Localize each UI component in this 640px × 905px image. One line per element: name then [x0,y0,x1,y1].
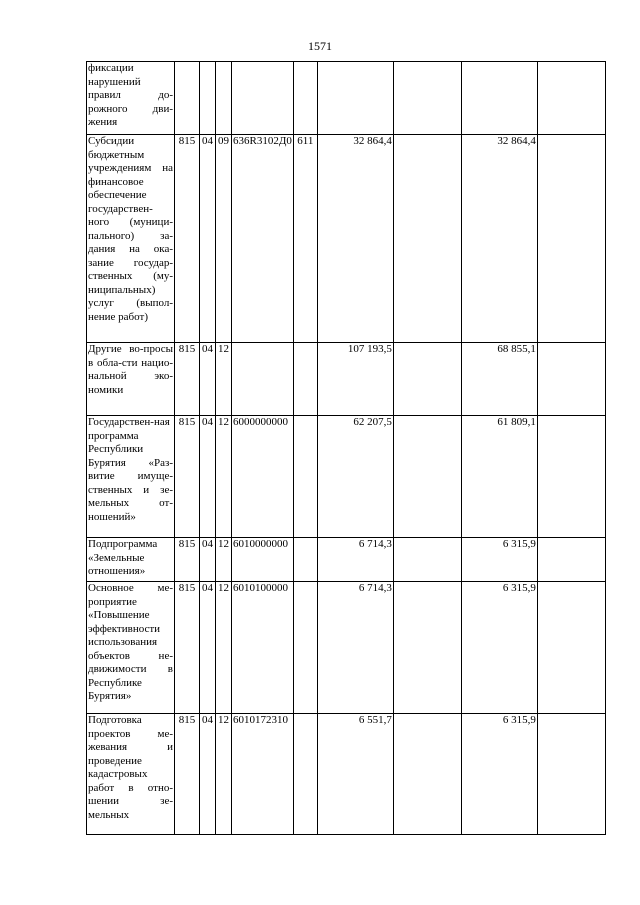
table-row [87,62,606,135]
admin-code [175,62,200,135]
expense-code [293,538,317,582]
target-code: 6010000000 [232,538,294,582]
amount-2 [393,714,461,835]
amount-4 [537,582,605,714]
row-name: Субсидии бюджетным учреждениям на финансовое обеспечение государствен-ного (муници-пального) за-дания на ока-зание государ-ственных (му-ниципальных) услуг (выпол-нение работ) [87,135,175,343]
section-code: 04 [200,343,216,416]
section-code: 04 [200,416,216,538]
subsection-code: 09 [216,135,232,343]
target-code [232,62,294,135]
section-code: 04 [200,714,216,835]
table-row [87,582,606,714]
amount-3: 61 809,1 [461,416,537,538]
amount-2 [393,343,461,416]
admin-code: 815 [175,135,200,343]
expense-code: 611 [293,135,317,343]
subsection-code [216,62,232,135]
row-name: Государствен-ная программа Республики Бурятия «Раз-витие имуще-ственных и зе-мельных от-ношений» [87,416,175,538]
table-row [87,538,606,582]
amount-2 [393,62,461,135]
amount-2 [393,582,461,714]
expense-code [293,416,317,538]
admin-code: 815 [175,343,200,416]
target-code [232,343,294,416]
budget-table [86,61,606,835]
expense-code [293,714,317,835]
target-code: 6010100000 [232,582,294,714]
amount-1 [317,62,393,135]
amount-1: 62 207,5 [317,416,393,538]
amount-1: 6 714,3 [317,582,393,714]
page-number: 1571 [308,39,332,53]
amount-1: 107 193,5 [317,343,393,416]
table-row [87,714,606,835]
table-row [87,416,606,538]
amount-4 [537,135,605,343]
admin-code: 815 [175,714,200,835]
amount-4 [537,416,605,538]
amount-4 [537,62,605,135]
subsection-code: 12 [216,343,232,416]
amount-1: 6 551,7 [317,714,393,835]
section-code: 04 [200,582,216,714]
amount-4 [537,538,605,582]
amount-4 [537,343,605,416]
amount-2 [393,538,461,582]
amount-2 [393,416,461,538]
section-code: 04 [200,135,216,343]
row-name: Подпрограмма «Земельные отношения» [87,538,175,582]
section-code [200,62,216,135]
subsection-code: 12 [216,538,232,582]
section-code: 04 [200,538,216,582]
subsection-code: 12 [216,714,232,835]
expense-code [293,62,317,135]
row-name: Основное ме-роприятие «Повышение эффективности использования объектов не-движимости в Республике Бурятия» [87,582,175,714]
expense-code [293,343,317,416]
amount-3: 6 315,9 [461,714,537,835]
amount-1: 32 864,4 [317,135,393,343]
amount-3: 6 315,9 [461,582,537,714]
amount-3: 32 864,4 [461,135,537,343]
admin-code: 815 [175,538,200,582]
admin-code: 815 [175,582,200,714]
amount-4 [537,714,605,835]
amount-2 [393,135,461,343]
expense-code [293,582,317,714]
subsection-code: 12 [216,416,232,538]
row-name: Другие во-просы в обла-сти нацио-нальной эко-номики [87,343,175,416]
amount-3 [461,62,537,135]
row-name: Подготовка проектов ме-жевания и проведение кадастровых работ в отно-шении зе-мельных [87,714,175,835]
amount-3: 6 315,9 [461,538,537,582]
amount-3: 68 855,1 [461,343,537,416]
target-code: 6000000000 [232,416,294,538]
amount-1: 6 714,3 [317,538,393,582]
subsection-code: 12 [216,582,232,714]
row-name: фиксации нарушений правил до- рожного дви- жения [87,62,175,135]
target-code: 6010172310 [232,714,294,835]
target-code: 636R3102Д0 [232,135,294,343]
table-row [87,135,606,343]
admin-code: 815 [175,416,200,538]
table-row [87,343,606,416]
